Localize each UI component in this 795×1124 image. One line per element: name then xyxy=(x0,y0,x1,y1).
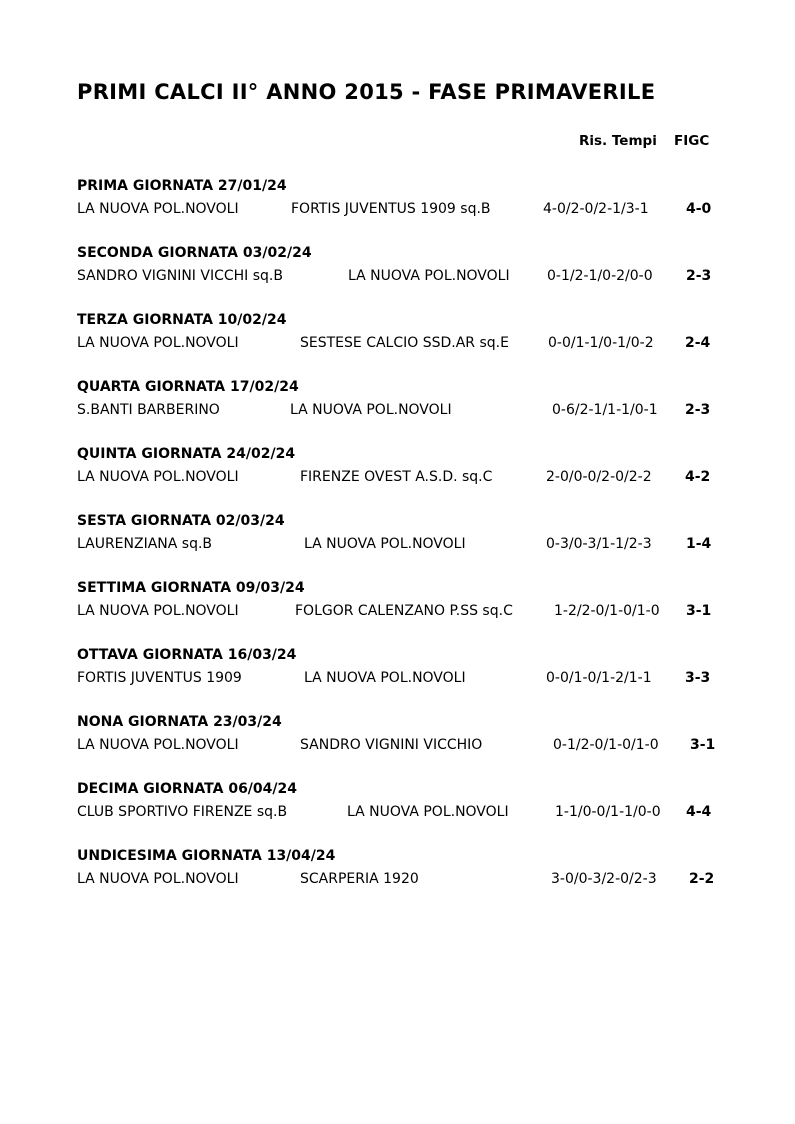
away-team: FOLGOR CALENZANO P.SS sq.C xyxy=(295,603,513,619)
matchday-title: SESTA GIORNATA 02/03/24 xyxy=(77,513,285,529)
home-team: LAURENZIANA sq.B xyxy=(77,536,213,552)
matchday-block xyxy=(77,379,727,429)
matchday-title: NONA GIORNATA 23/03/24 xyxy=(77,714,282,730)
page-title: PRIMI CALCI II° ANNO 2015 - FASE PRIMAVERILE xyxy=(77,80,656,104)
away-team: LA NUOVA POL.NOVOLI xyxy=(347,804,509,820)
final-score: 2-3 xyxy=(686,268,712,284)
home-team: LA NUOVA POL.NOVOLI xyxy=(77,335,239,351)
matchday-block xyxy=(77,781,727,831)
final-score: 3-1 xyxy=(690,737,716,753)
match-row xyxy=(77,536,727,556)
ris-tempi-header: Ris. Tempi xyxy=(579,133,657,149)
final-score: 3-3 xyxy=(685,670,711,686)
matchday-title: UNDICESIMA GIORNATA 13/04/24 xyxy=(77,848,336,864)
period-results: 0-1/2-1/0-2/0-0 xyxy=(547,268,653,284)
match-row xyxy=(77,402,727,422)
home-team: S.BANTI BARBERINO xyxy=(77,402,220,418)
figc-header: FIGC xyxy=(674,133,710,149)
final-score: 4-0 xyxy=(686,201,712,217)
matchday-title: QUARTA GIORNATA 17/02/24 xyxy=(77,379,299,395)
home-team: LA NUOVA POL.NOVOLI xyxy=(77,871,239,887)
match-row xyxy=(77,871,727,891)
period-results: 0-0/1-1/0-1/0-2 xyxy=(548,335,654,351)
away-team: SCARPERIA 1920 xyxy=(300,871,419,887)
away-team: SESTESE CALCIO SSD.AR sq.E xyxy=(300,335,509,351)
home-team: FORTIS JUVENTUS 1909 xyxy=(77,670,242,686)
period-results: 0-3/0-3/1-1/2-3 xyxy=(546,536,652,552)
final-score: 2-2 xyxy=(689,871,715,887)
home-team: LA NUOVA POL.NOVOLI xyxy=(77,737,239,753)
home-team: LA NUOVA POL.NOVOLI xyxy=(77,603,239,619)
match-row xyxy=(77,603,727,623)
away-team: FIRENZE OVEST A.S.D. sq.C xyxy=(300,469,493,485)
match-row xyxy=(77,335,727,355)
period-results: 1-1/0-0/1-1/0-0 xyxy=(555,804,661,820)
home-team: LA NUOVA POL.NOVOLI xyxy=(77,201,239,217)
home-team: LA NUOVA POL.NOVOLI xyxy=(77,469,239,485)
matchday-title: OTTAVA GIORNATA 16/03/24 xyxy=(77,647,297,663)
matchday-title: TERZA GIORNATA 10/02/24 xyxy=(77,312,287,328)
matchday-block xyxy=(77,580,727,630)
matchday-block xyxy=(77,513,727,563)
matchday-title: QUINTA GIORNATA 24/02/24 xyxy=(77,446,296,462)
matchday-block xyxy=(77,245,727,295)
matchday-title: DECIMA GIORNATA 06/04/24 xyxy=(77,781,298,797)
matchday-title: SECONDA GIORNATA 03/02/24 xyxy=(77,245,312,261)
match-row xyxy=(77,469,727,489)
matchday-block xyxy=(77,446,727,496)
period-results: 0-1/2-0/1-0/1-0 xyxy=(553,737,659,753)
matchday-block xyxy=(77,848,727,898)
period-results: 3-0/0-3/2-0/2-3 xyxy=(551,871,657,887)
period-results: 0-0/1-0/1-2/1-1 xyxy=(546,670,652,686)
match-row xyxy=(77,670,727,690)
away-team: LA NUOVA POL.NOVOLI xyxy=(304,536,466,552)
away-team: FORTIS JUVENTUS 1909 sq.B xyxy=(291,201,491,217)
final-score: 2-3 xyxy=(685,402,711,418)
period-results: 4-0/2-0/2-1/3-1 xyxy=(543,201,649,217)
final-score: 2-4 xyxy=(685,335,711,351)
away-team: LA NUOVA POL.NOVOLI xyxy=(290,402,452,418)
matchday-title: PRIMA GIORNATA 27/01/24 xyxy=(77,178,287,194)
period-results: 0-6/2-1/1-1/0-1 xyxy=(552,402,658,418)
matchday-block xyxy=(77,178,727,228)
match-row xyxy=(77,804,727,824)
home-team: CLUB SPORTIVO FIRENZE sq.B xyxy=(77,804,288,820)
final-score: 3-1 xyxy=(686,603,712,619)
home-team: SANDRO VIGNINI VICCHI sq.B xyxy=(77,268,283,284)
away-team: LA NUOVA POL.NOVOLI xyxy=(304,670,466,686)
matchday-block xyxy=(77,714,727,764)
final-score: 4-2 xyxy=(685,469,711,485)
period-results: 2-0/0-0/2-0/2-2 xyxy=(546,469,652,485)
matchday-title: SETTIMA GIORNATA 09/03/24 xyxy=(77,580,305,596)
away-team: SANDRO VIGNINI VICCHIO xyxy=(300,737,483,753)
match-row xyxy=(77,268,727,288)
period-results: 1-2/2-0/1-0/1-0 xyxy=(554,603,660,619)
matchday-block xyxy=(77,312,727,362)
final-score: 1-4 xyxy=(686,536,712,552)
match-row xyxy=(77,737,727,757)
away-team: LA NUOVA POL.NOVOLI xyxy=(348,268,510,284)
matchday-block xyxy=(77,647,727,697)
match-row xyxy=(77,201,727,221)
final-score: 4-4 xyxy=(686,804,712,820)
